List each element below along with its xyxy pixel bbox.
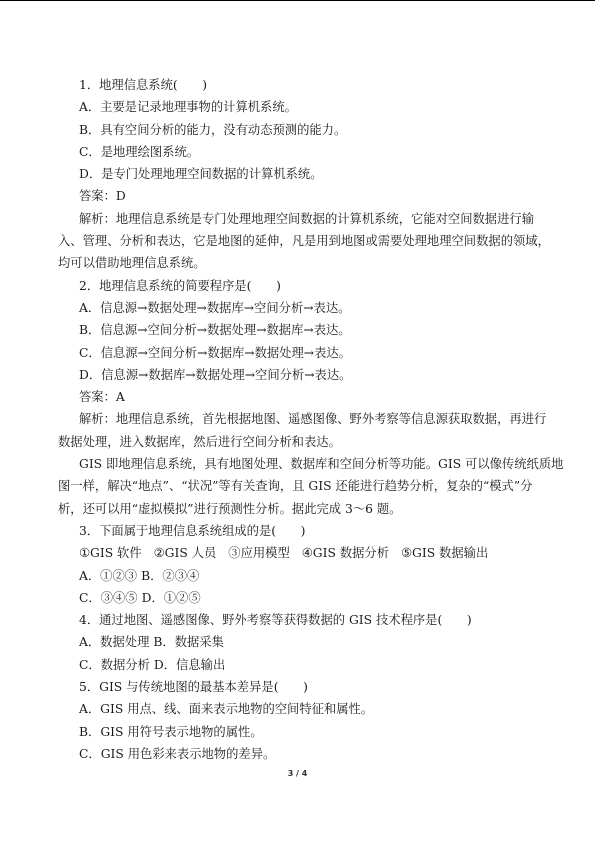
- analysis-line: 入、管理、分析和表达，它是地图的延伸，凡是用到地图或需要处理地理空间数据的领域，: [58, 234, 550, 249]
- options-row: [58, 587, 544, 609]
- reading-passage: [58, 453, 564, 520]
- option-c: C．③④⑤: [79, 590, 138, 605]
- question-stem: 3．下面属于地理信息系统组成的是( ): [79, 523, 306, 538]
- analysis-line: 数据处理，进入数据库，然后进行空间分析和表达。: [58, 434, 341, 449]
- item-3: ③应用模型: [228, 546, 290, 561]
- option-b: B．具有空间分析的能力，没有动态预测的能力。: [79, 122, 347, 137]
- options-row: [58, 654, 544, 676]
- item-5: ⑤GIS 数据输出: [401, 546, 489, 561]
- question-3: [58, 520, 544, 609]
- answer: 答案：A: [79, 390, 125, 405]
- passage-line: 析，还可以用“虚拟模拟”进行预测性分析。据此完成 3～6 题。: [58, 501, 402, 516]
- item-4: ④GIS 数据分析: [301, 546, 390, 561]
- option-c: C．是地理绘图系统。: [79, 144, 200, 159]
- option-d: D．①②⑤: [141, 590, 201, 605]
- option-a: A．GIS 用点、线、面来表示地物的空间特征和属性。: [79, 702, 374, 717]
- option-b: B．数据采集: [153, 635, 224, 650]
- passage-line: GIS 即地理信息系统，具有地图处理、数据库和空间分析等功能。GIS 可以像传统纸质地: [79, 457, 564, 472]
- header-rule: [0, 0, 595, 1]
- question-2: [58, 275, 547, 453]
- option-c: C．GIS 用色彩来表示地物的差异。: [79, 746, 276, 761]
- component-items: [58, 542, 544, 564]
- analysis: [58, 208, 550, 275]
- page-number: 3 / 4: [287, 769, 308, 778]
- item-2: ②GIS 人员: [153, 546, 217, 561]
- option-a: A．信息源→数据处理→数据库→空间分析→表达。: [79, 300, 351, 315]
- option-d: D．信息输出: [153, 657, 226, 672]
- passage-line: 图一样，解决“地点”、“状况”等有关查询，且 GIS 还能进行趋势分析，复杂的“模式”分: [58, 479, 533, 494]
- answer: 答案：D: [79, 189, 126, 204]
- option-a: A．①②③: [79, 568, 138, 583]
- option-b: B．GIS 用符号表示地物的属性。: [79, 724, 263, 739]
- option-c: C．数据分析: [79, 657, 150, 672]
- question-stem: 1．地理信息系统( ): [79, 78, 208, 92]
- analysis-line: 解析：地理信息系统是专门处理地理空间数据的计算机系统，它能对空间数据进行输: [79, 211, 534, 226]
- page-content: [58, 74, 564, 765]
- question-stem: 2．地理信息系统的简要程序是( ): [79, 278, 281, 293]
- question-4: [58, 609, 544, 676]
- question-stem: 5．GIS 与传统地图的最基本差异是( ): [79, 680, 308, 695]
- option-b: B．信息源→空间分析→数据处理→数据库→表达。: [79, 323, 351, 338]
- option-d: D．是专门处理地理空间数据的计算机系统。: [79, 167, 323, 182]
- options-row: [58, 565, 544, 587]
- analysis: [58, 408, 547, 453]
- analysis-line: 解析：地理信息系统，首先根据地图、遥感图像、野外考察等信息源获取数据，再进行: [79, 412, 547, 427]
- option-b: B．②③④: [141, 568, 200, 583]
- option-c: C．信息源→空间分析→数据库→数据处理→表达。: [79, 345, 351, 360]
- question-1: [58, 74, 550, 275]
- question-stem: 4．通过地图、遥感图像、野外考察等获得数据的 GIS 技术程序是( ): [79, 613, 472, 628]
- question-5: [58, 676, 544, 765]
- option-d: D．信息源→数据库→数据处理→空间分析→表达。: [79, 367, 352, 382]
- option-a: A．数据处理: [79, 635, 150, 650]
- options-row: [58, 631, 544, 653]
- analysis-line: 均可以借助地理信息系统。: [58, 256, 206, 271]
- item-1: ①GIS 软件: [79, 546, 142, 561]
- option-a: A．主要是记录地理事物的计算机系统。: [79, 100, 297, 115]
